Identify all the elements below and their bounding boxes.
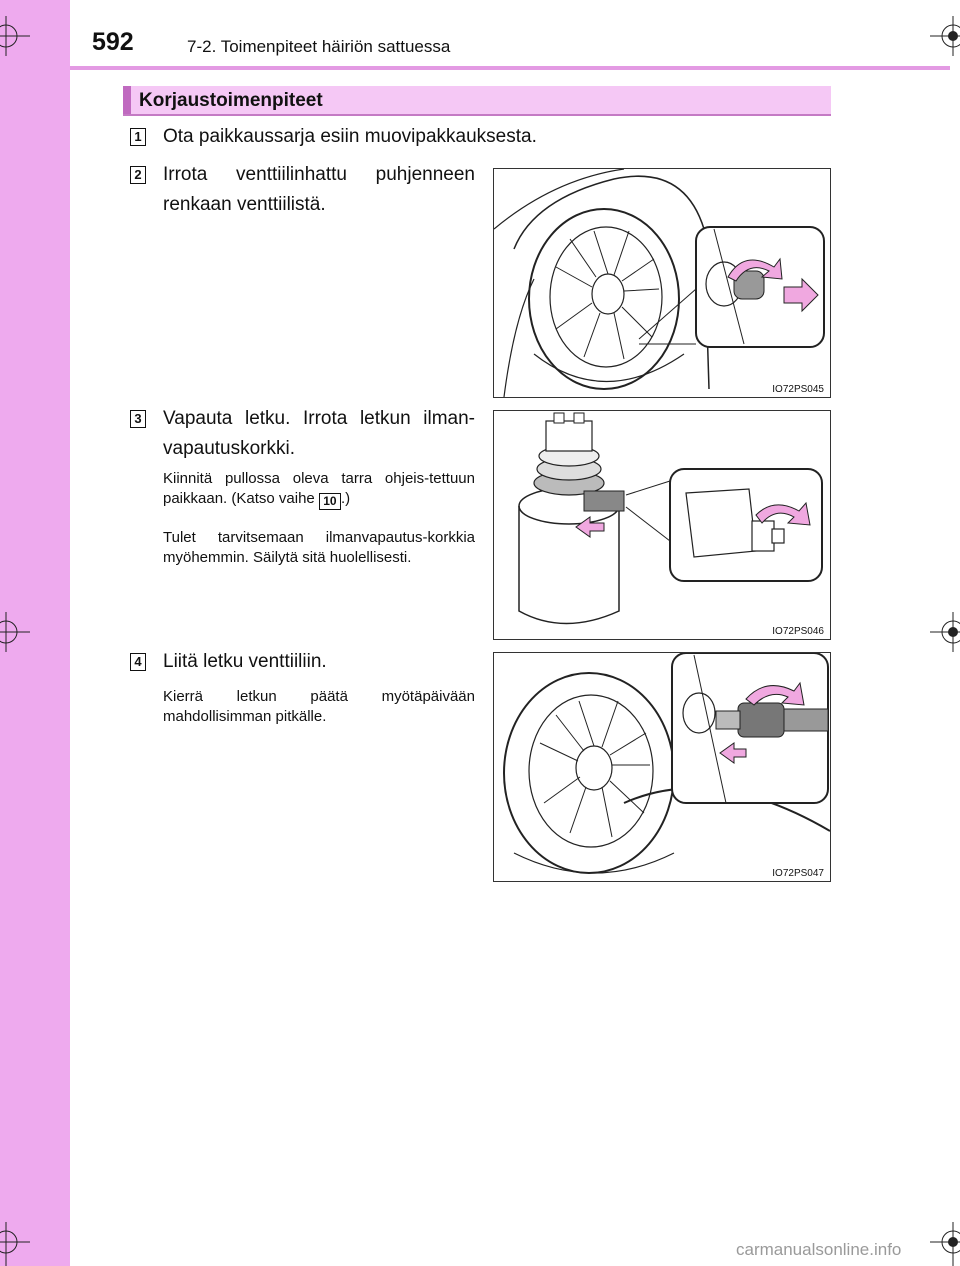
step-3-note-1	[163, 469, 475, 510]
crop-mark-icon	[925, 612, 960, 652]
note-text: Kiinnitä pullossa oleva tarra ohjeis-tettuun paikkaan. (Katso vaihe	[163, 470, 475, 507]
step-4-text: Liitä letku venttiiliin.	[163, 651, 327, 672]
note-text: .)	[340, 490, 351, 507]
figure-code: IO72PS045	[772, 384, 824, 395]
step-4-number: 4	[130, 653, 146, 671]
figure-code: IO72PS046	[772, 626, 824, 637]
step-4-note: Kierrä letkun päätä myötäpäivään mahdollisimman pitkälle.	[163, 688, 475, 725]
step-2-text: Irrota venttiilinhattu puhjenneen renkaan venttiilistä.	[163, 164, 475, 215]
bottle-hose-illustration	[494, 411, 830, 639]
step-3-number: 3	[130, 410, 146, 428]
heading-title: Korjaustoimenpiteet	[139, 90, 323, 111]
page-number: 592	[92, 28, 134, 56]
watermark: carmanualsonline.info	[736, 1240, 902, 1259]
step-1-text: Ota paikkaussarja esiin muovipakkauksesta.	[163, 126, 537, 147]
crop-mark-icon	[925, 16, 960, 56]
crop-mark-icon	[925, 1222, 960, 1266]
figure-remove-valve-cap	[493, 168, 831, 398]
heading-accent	[123, 86, 131, 114]
figure-connect-hose	[493, 652, 831, 882]
step-3-note-2: Tulet tarvitsemaan ilmanvapautus-korkkia myöhemmin. Säilytä sitä huolellisesti.	[163, 529, 475, 566]
wheel-valve-illustration	[494, 169, 830, 397]
figure-code: IO72PS047	[772, 868, 824, 879]
crop-mark-icon	[0, 1222, 30, 1266]
step-1-number: 1	[130, 128, 146, 146]
step-ref-10: 10	[319, 493, 341, 510]
step-2-number: 2	[130, 166, 146, 184]
hose-valve-illustration	[494, 653, 830, 881]
crop-mark-icon	[0, 16, 30, 56]
section-title: 7-2. Toimenpiteet häiriön sattuessa	[187, 37, 451, 56]
crop-mark-icon	[0, 612, 30, 652]
heading-bar	[123, 86, 831, 116]
step-3-text: Vapauta letku. Irrota letkun ilman-vapautuskorkki.	[163, 408, 475, 459]
figure-hose-release	[493, 410, 831, 640]
header-rule	[70, 66, 950, 70]
